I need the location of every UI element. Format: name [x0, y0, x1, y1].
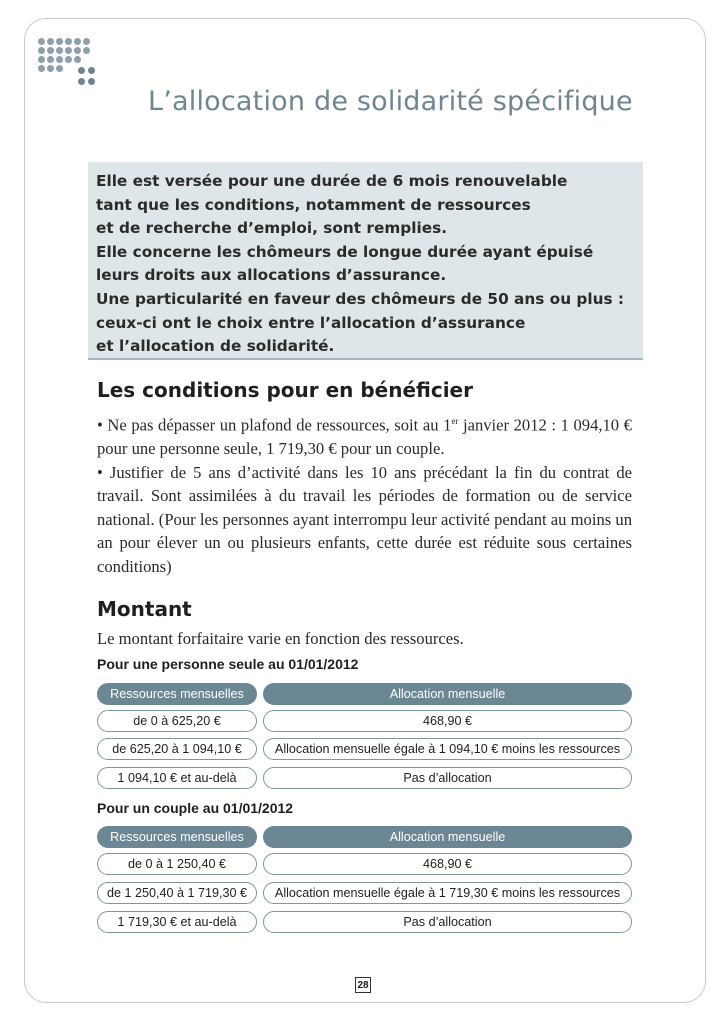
table-couple-ressources-cell: de 0 à 1 250,40 € — [97, 853, 257, 875]
page-number: 28 — [355, 977, 371, 993]
table-couple-title: Pour un couple au 01/01/2012 — [97, 800, 294, 816]
montant-text — [97, 627, 632, 651]
conditions-bullet-1: • Ne pas dépasser un plafond de ressources, soit au 1er janvier 2012 : 1 094,10 € pour une personne seule, 1 719,30 € pour un couple. — [97, 415, 632, 459]
table-single-ressources-cell: de 625,20 à 1 094,10 € — [97, 738, 257, 760]
table-couple-header-allocation: Allocation mensuelle — [263, 826, 632, 848]
table-couple-allocation-cell: Allocation mensuelle égale à 1 719,30 € moins les ressources — [263, 882, 632, 904]
table-single-allocation-cell: Allocation mensuelle égale à 1 094,10 € moins les ressources — [263, 738, 632, 760]
conditions-heading: Les conditions pour en bénéficier — [97, 378, 473, 402]
decorative-dots-icon — [38, 38, 98, 98]
table-single-header-ressources: Ressources mensuelles — [97, 683, 257, 705]
table-couple-ressources-cell: 1 719,30 € et au-delà — [97, 911, 257, 933]
intro-line: et l’allocation de solidarité. — [96, 337, 335, 356]
intro-line: tant que les conditions, notamment de ressources — [96, 195, 531, 214]
table-single-title: Pour une personne seule au 01/01/2012 — [97, 656, 359, 672]
table-couple-allocation-cell: Pas d’allocation — [263, 911, 632, 933]
table-single-ressources-cell: 1 094,10 € et au-delà — [97, 767, 257, 789]
table-single-allocation-cell: Pas d’allocation — [263, 767, 632, 789]
intro-line: ceux-ci ont le choix entre l’allocation d’assurance — [96, 313, 526, 332]
table-single-allocation-cell: 468,90 € — [263, 710, 632, 732]
intro-line: Elle concerne les chômeurs de longue durée ayant épuisé — [96, 242, 594, 261]
intro-line: Une particularité en faveur des chômeurs de 50 ans ou plus : — [96, 289, 625, 308]
table-couple-allocation-cell: 468,90 € — [263, 853, 632, 875]
intro-line: Elle est versée pour une durée de 6 mois renouvelable — [96, 172, 568, 190]
intro-line: et de recherche d’emploi, sont remplies. — [96, 219, 447, 238]
page-title: L’allocation de solidarité spécifique — [148, 86, 633, 117]
intro-line: leurs droits aux allocations d’assurance. — [96, 266, 447, 285]
table-single-header-allocation: Allocation mensuelle — [263, 683, 632, 705]
intro-box — [88, 162, 643, 360]
table-couple-header-ressources: Ressources mensuelles — [97, 826, 257, 848]
table-couple-ressources-cell: de 1 250,40 à 1 719,30 € — [97, 882, 257, 904]
montant-description: Le montant forfaitaire varie en fonction des ressources. — [97, 629, 464, 648]
conditions-bullet-2: • Justifier de 5 ans d’activité dans les 10 ans précédant la fin du contrat de travail. Sont assimilées à du travail les périodes de formation ou de service national. (Pour les personnes ayant interrompu leur activité pendant au moins un an pour élever un ou plusieurs enfants, cette durée est réduite sous certaines conditions) — [97, 462, 632, 576]
montant-heading: Montant — [97, 597, 192, 621]
conditions-text — [97, 410, 632, 578]
table-single-ressources-cell: de 0 à 625,20 € — [97, 710, 257, 732]
